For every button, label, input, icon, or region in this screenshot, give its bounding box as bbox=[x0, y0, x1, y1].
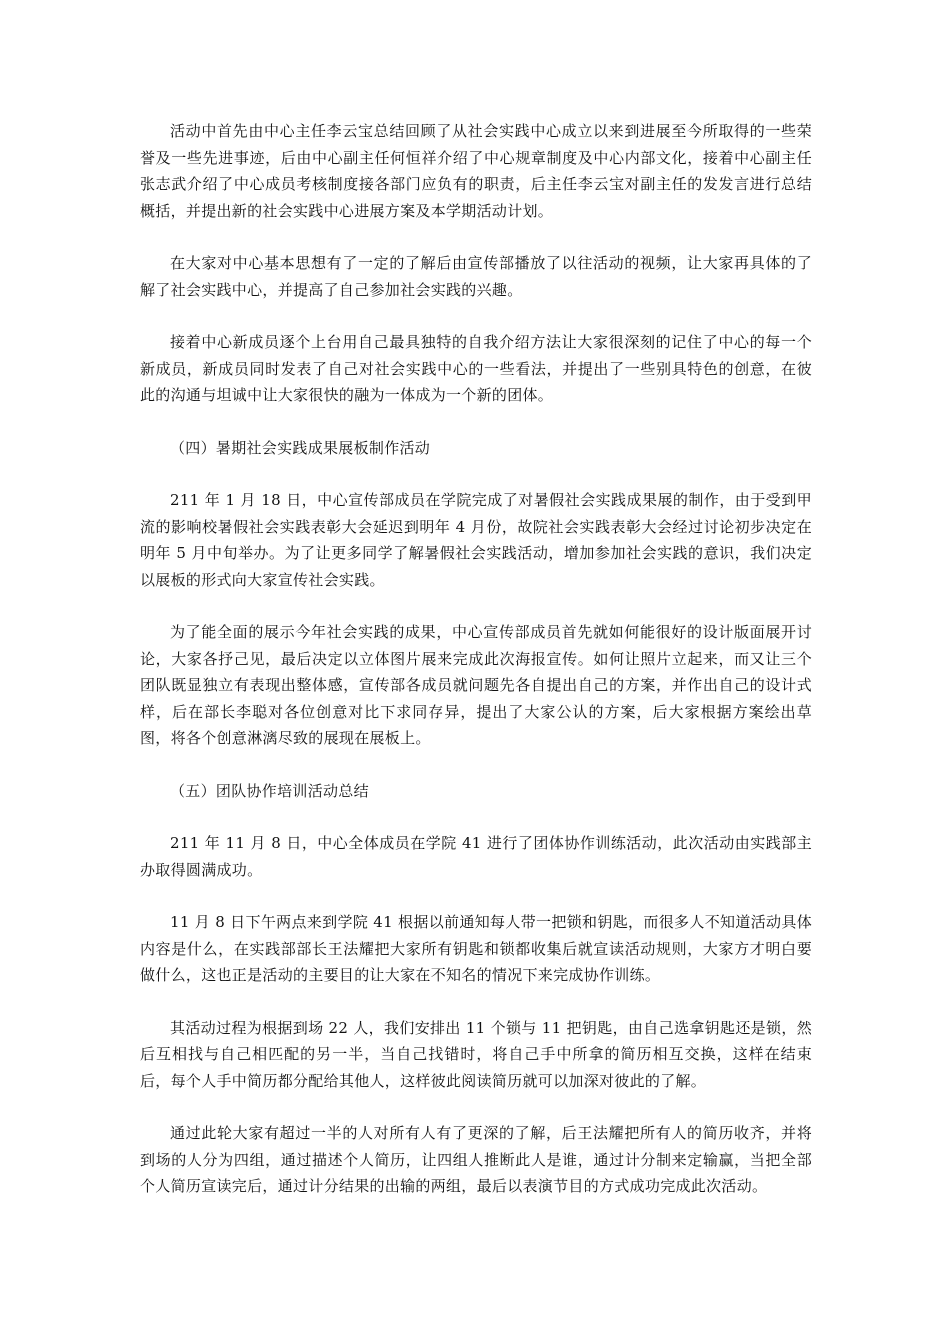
section-heading-5: （五）团队协作培训活动总结 bbox=[170, 781, 369, 800]
paragraph-lock-key-game: 其活动过程为根据到场 22 人，我们安排出 11 个锁与 11 把钥匙，由自己选拿钥匙还是锁，然后互相找与自己相匹配的另一半，当自己找错时，将自己手中所拿的简历相互交换，这样在结束后，每个人手中简历都分配给其他人，这样彼此阅读简历就可以加深对彼此的了解。 bbox=[140, 1018, 812, 1090]
paragraph-activity-conclusion: 通过此轮大家有超过一半的人对所有人有了更深的了解，后王法耀把所有人的简历收齐，并将到场的人分为四组，通过描述个人简历，让四组人推断此人是谁，通过计分制来定输赢，当把全部个人简历宣读完后，通过计分结果的出输的两组，最后以表演节目的方式成功完成此次活动。 bbox=[140, 1124, 812, 1195]
document-body bbox=[140, 118, 812, 1226]
paragraph-exhibition-design: 为了能全面的展示今年社会实践的成果，中心宣传部成员首先就如何能很好的设计版面展开讨论，大家各抒己见，最后决定以立体图片展来完成此次海报宣传。如何让照片立起来，而又让三个团队既显独立有表现出整体感，宣传部各成员就问题先各自提出自己的方案，并作出自己的设计式样，后在部长李聪对各位创意对比下求同存异，提出了大家公认的方案，后大家根据方案绘出草图，将各个创意淋漓尽致的展现在展板上。 bbox=[140, 623, 812, 747]
paragraph-training-rules: 11 月 8 日下午两点来到学院 41 根据以前通知每人带一把锁和钥匙，而很多人不知道活动具体内容是什么，在实践部部长王法耀把大家所有钥匙和锁都收集后就宣读活动规则，大家方才明白要做什么，这也正是活动的主要目的让大家在不知名的情况下来完成协作训练。 bbox=[140, 913, 812, 984]
paragraph-member-introductions: 接着中心新成员逐个上台用自己最具独特的自我介绍方法让大家很深刻的记住了中心的每一个新成员，新成员同时发表了自己对社会实践中心的一些看法，并提出了一些别具特色的创意，在彼此的沟通与坦诚中让大家很快的融为一体成为一个新的团体。 bbox=[140, 333, 812, 404]
section-heading-4: （四）暑期社会实践成果展板制作活动 bbox=[170, 438, 431, 457]
paragraph-teamwork-training: 211 年 11 月 8 日，中心全体成员在学院 41 进行了团体协作训练活动，此次活动由实践部主办取得圆满成功。 bbox=[140, 834, 812, 879]
paragraph-video-screening: 在大家对中心基本思想有了一定的了解后由宣传部播放了以往活动的视频，让大家再具体的了解了社会实践中心，并提高了自己参加社会实践的兴趣。 bbox=[140, 254, 812, 299]
paragraph-activity-opening: 活动中首先由中心主任李云宝总结回顾了从社会实践中心成立以来到进展至今所取得的一些荣誉及一些先进事迹，后由中心副主任何恒祥介绍了中心规章制度及中心内部文化，接着中心副主任张志武介绍了中心成员考核制度接各部门应负有的职责，后主任李云宝对副主任的发发言进行总结概括，并提出新的社会实践中心进展方案及本学期活动计划。 bbox=[140, 122, 812, 220]
paragraph-exhibition-production: 211 年 1 月 18 日，中心宣传部成员在学院完成了对暑假社会实践成果展的制作，由于受到甲流的影响校暑假社会实践表彰大会延迟到明年 4 月份，故院社会实践表彰大会经过讨论初步决定在明年 5 月中旬举办。为了让更多同学了解暑假社会实践活动，增加参加社会实践的意识，我们决定以展板的形式向大家宣传社会实践。 bbox=[140, 491, 812, 589]
